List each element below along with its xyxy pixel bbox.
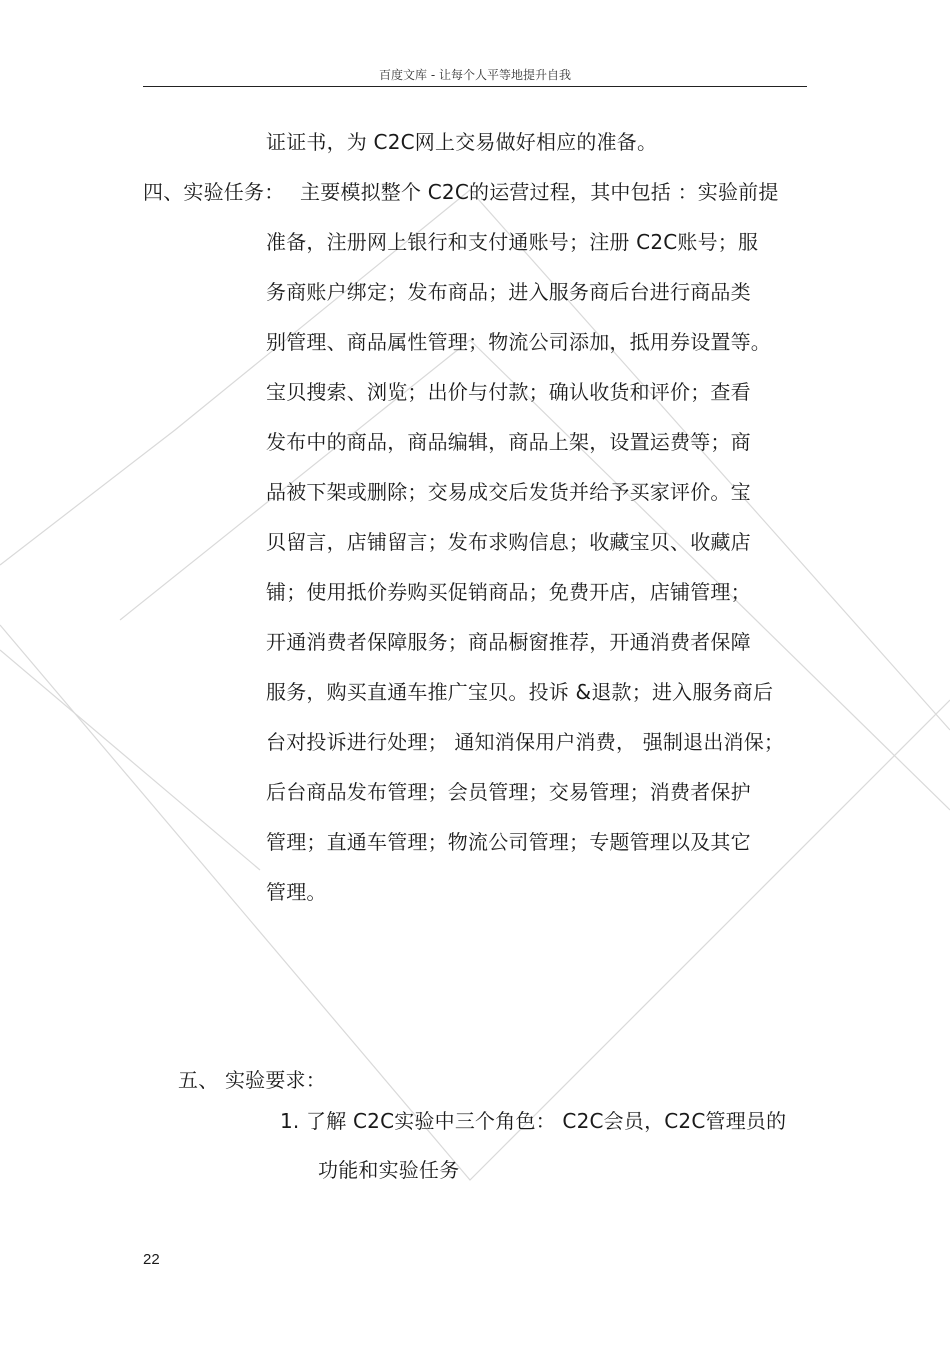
requirement-item-1: 1. 了解 C2C实验中三个角色： C2C会员，C2C管理员的: [280, 1109, 787, 1133]
requirement-item-1-continued: 功能和实验任务: [318, 1158, 460, 1182]
section-4-line: 贝留言，店铺留言；发布求购信息；收藏宝贝、收藏店: [266, 530, 751, 554]
section-4-line: 发布中的商品，商品编辑，商品上架，设置运费等；商: [266, 430, 751, 454]
section-4-line: 管理；直通车管理；物流公司管理；专题管理以及其它: [266, 830, 751, 854]
section-4-line: 准备，注册网上银行和支付通账号；注册 C2C账号；服: [266, 230, 759, 254]
section-4-line: 开通消费者保障服务；商品橱窗推荐，开通消费者保障: [266, 630, 751, 654]
header-divider: [143, 86, 807, 87]
section-4-line: 服务，购买直通车推广宝贝。投诉 &退款；进入服务商后: [266, 680, 774, 704]
section-4-line: 务商账户绑定；发布商品；进入服务商后台进行商品类: [266, 280, 751, 304]
section-4-line: 管理。: [266, 880, 327, 904]
section-4-line: 别管理、商品属性管理；物流公司添加，抵用券设置等。: [266, 330, 771, 354]
section-4-line: 后台商品发布管理；会员管理；交易管理；消费者保护: [266, 780, 751, 804]
section-4-line: 台对投诉进行处理； 通知消保用户消费， 强制退出消保；: [266, 730, 785, 754]
continuation-line: 证证书，为 C2C网上交易做好相应的准备。: [266, 130, 658, 154]
section-4-line: 铺；使用抵价券购买促销商品；免费开店，店铺管理；: [266, 580, 751, 604]
section-4-line: 品被下架或删除；交易成交后发货并给予买家评价。宝: [266, 480, 751, 504]
page-number: 22: [143, 1251, 160, 1268]
page-header-title: 百度文库 - 让每个人平等地提升自我: [379, 68, 571, 82]
section-5-heading: 五、 实验要求：: [178, 1068, 326, 1092]
section-4-line: 宝贝搜索、浏览；出价与付款；确认收货和评价；查看: [266, 380, 751, 404]
section-4-heading: 四、实验任务：: [143, 180, 285, 204]
section-4-line: 主要模拟整个 C2C的运营过程，其中包括 ：实验前提: [300, 180, 779, 204]
